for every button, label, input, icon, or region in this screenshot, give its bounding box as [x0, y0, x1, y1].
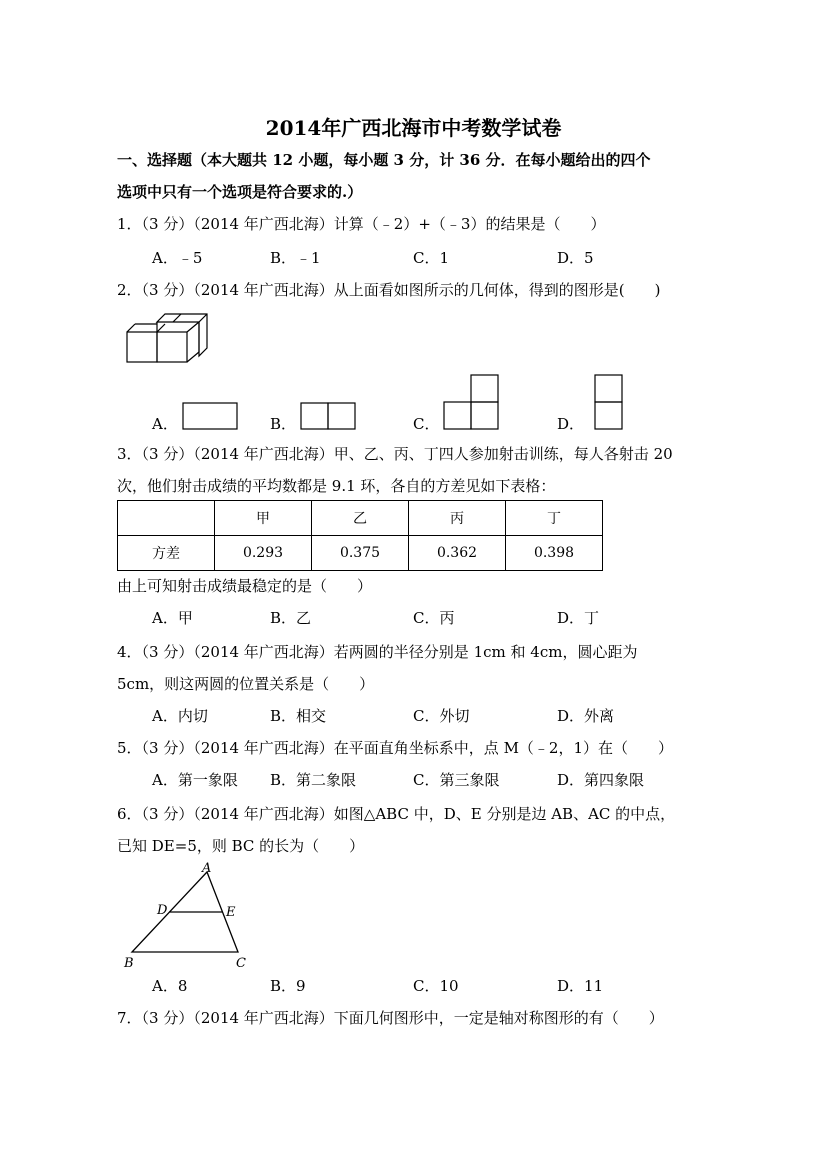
page-title: 2014年广西北海市中考数学试卷	[265, 116, 562, 140]
q4-option-d: D．外离	[557, 707, 615, 725]
section-heading-line1: 一、选择题（本大题共 12 小题，每小题 3 分，计 36 分．在每小题给出的四个	[117, 151, 651, 169]
q2-option-a-figure	[182, 402, 238, 430]
table-cell: 0.362	[409, 536, 506, 571]
q6-option-b: B．9	[270, 977, 306, 995]
label-d: D	[157, 903, 168, 918]
question-1-text: 1．（3 分）（2014 年广西北海）计算（﹣2）+（﹣3）的结果是（ ）	[117, 215, 606, 233]
table-row	[118, 536, 603, 571]
q3-option-c: C．丙	[413, 609, 455, 627]
q2-option-a-label: A．	[152, 415, 178, 433]
question-2-text: 2．（3 分）（2014 年广西北海）从上面看如图所示的几何体，得到的图形是( )	[117, 281, 661, 299]
q2-option-b-label: B．	[270, 415, 297, 433]
q5-option-b: B．第二象限	[270, 771, 357, 789]
table-header-cell	[118, 501, 215, 536]
table-header-cell: 丁	[506, 501, 603, 536]
q3-option-b: B．乙	[270, 609, 312, 627]
label-e: E	[226, 905, 236, 920]
table-header-cell: 甲	[215, 501, 312, 536]
question-7-text: 7．（3 分）（2014 年广西北海）下面几何图形中，一定是轴对称图形的有（ ）	[117, 1009, 664, 1027]
table-cell: 0.398	[506, 536, 603, 571]
question-6-line1: 6．（3 分）（2014 年广西北海）如图△ABC 中，D、E 分别是边 AB、AC 的中点，	[117, 805, 676, 823]
q2-solid-figure	[125, 312, 211, 366]
variance-table	[117, 500, 603, 571]
label-b: B	[124, 956, 134, 971]
q6-option-a: A．8	[152, 977, 188, 995]
table-header-cell: 乙	[312, 501, 409, 536]
q2-option-d-label: D．	[557, 415, 585, 433]
question-5-text: 5．（3 分）（2014 年广西北海）在平面直角坐标系中，点 M（﹣2，1）在（ ）	[117, 739, 674, 757]
q4-option-a: A．内切	[152, 707, 208, 725]
table-row-label: 方差	[118, 536, 215, 571]
q6-option-d: D．11	[557, 977, 604, 995]
section-heading-line2: 选项中只有一个选项是符合要求的.）	[117, 183, 363, 201]
q5-option-a: A．第一象限	[152, 771, 238, 789]
question-3-line2: 次，他们射击成绩的平均数都是 9.1 环，各自的方差见如下表格：	[117, 477, 556, 495]
table-cell: 0.293	[215, 536, 312, 571]
question-3-after: 由上可知射击成绩最稳定的是（ ）	[117, 577, 373, 595]
q5-option-c: C．第三象限	[413, 771, 500, 789]
table-cell: 0.375	[312, 536, 409, 571]
q2-option-d-figure	[594, 374, 623, 430]
q6-triangle-figure	[120, 860, 260, 972]
q1-option-d: D．5	[557, 249, 594, 267]
q1-option-b: B．﹣1	[270, 249, 321, 267]
label-c: C	[236, 956, 246, 971]
q3-option-d: D．丁	[557, 609, 600, 627]
question-6-line2: 已知 DE=5，则 BC 的长为（ ）	[117, 837, 365, 855]
question-3-line1: 3．（3 分）（2014 年广西北海）甲、乙、丙、丁四人参加射击训练，每人各射击 20	[117, 445, 673, 463]
question-4-line2: 5cm，则这两圆的位置关系是（ ）	[117, 675, 375, 693]
q4-option-b: B．相交	[270, 707, 327, 725]
q1-option-c: C．1	[413, 249, 450, 267]
question-4-line1: 4．（3 分）（2014 年广西北海）若两圆的半径分别是 1cm 和 4cm，圆心距为	[117, 643, 638, 661]
label-a: A	[202, 861, 212, 876]
q6-option-c: C．10	[413, 977, 459, 995]
q1-option-a: A．﹣5	[152, 249, 203, 267]
q5-option-d: D．第四象限	[557, 771, 645, 789]
q4-option-c: C．外切	[413, 707, 470, 725]
q2-option-b-figure	[300, 402, 356, 430]
q2-option-c-figure	[443, 374, 499, 430]
table-header-row	[118, 501, 603, 536]
table-header-cell: 丙	[409, 501, 506, 536]
q2-option-c-label: C．	[413, 415, 440, 433]
q3-option-a: A．甲	[152, 609, 193, 627]
